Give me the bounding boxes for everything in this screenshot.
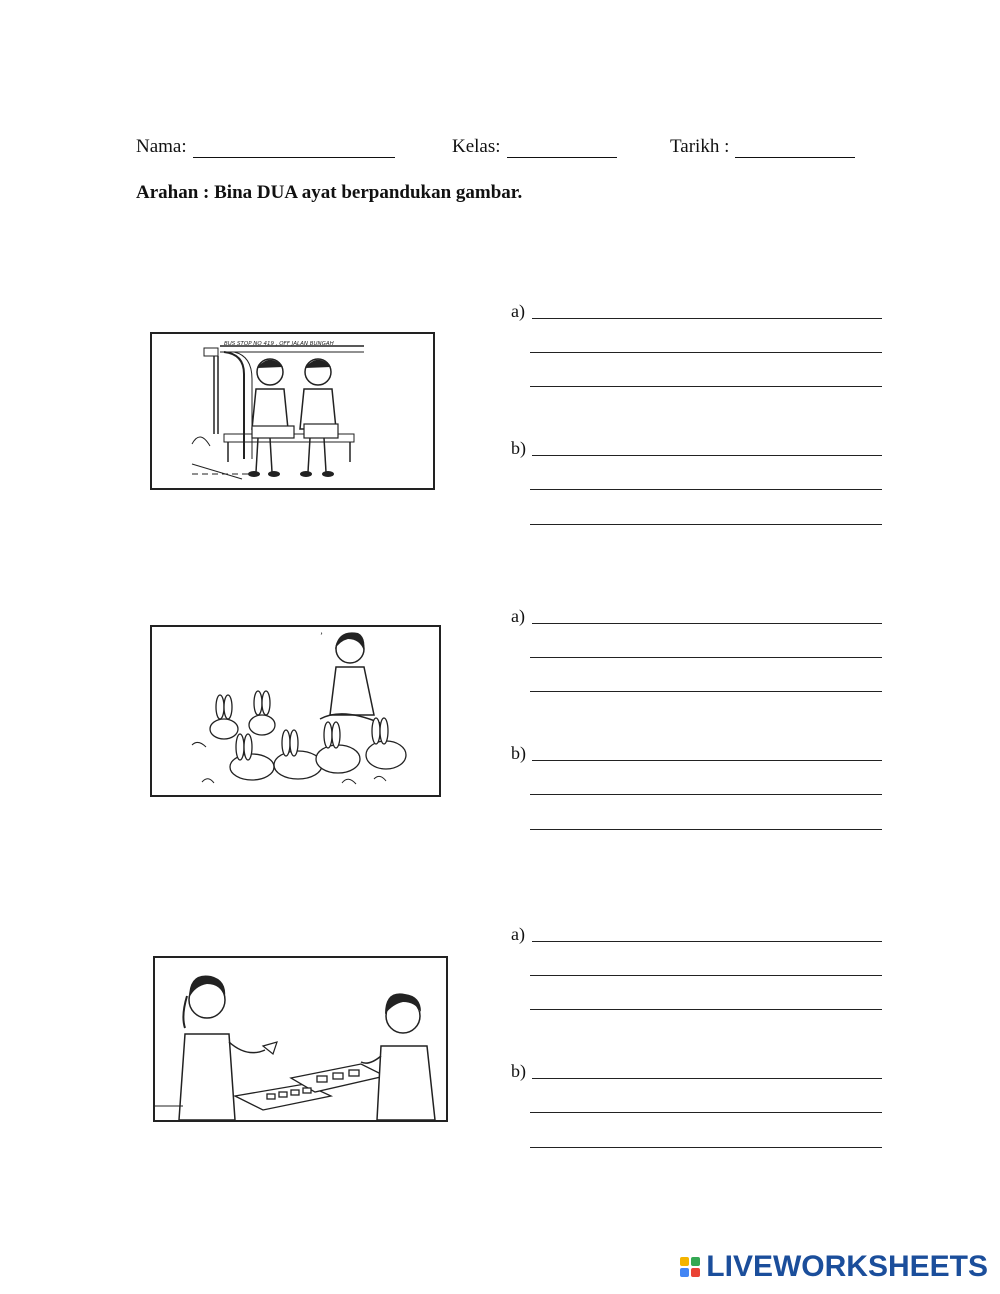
- name-label: Nama:: [136, 136, 187, 157]
- date-field[interactable]: [670, 136, 855, 158]
- q3-a-line-1[interactable]: [532, 941, 882, 942]
- q3-b-line-1[interactable]: [532, 1078, 882, 1079]
- logo-square-1: [680, 1257, 689, 1266]
- q1-a-line-3[interactable]: [530, 386, 882, 387]
- q3-label-a: a): [511, 924, 525, 944]
- q2-label-a: a): [511, 606, 525, 626]
- q1-b-line-2[interactable]: [530, 489, 882, 490]
- q2-b-line-1[interactable]: [532, 760, 882, 761]
- q2-a-line-1[interactable]: [532, 623, 882, 624]
- q1-label-a: a): [511, 301, 525, 321]
- svg-text:’: ’: [320, 631, 323, 641]
- logo-text: LIVEWORKSHEETS: [706, 1250, 988, 1283]
- date-blank[interactable]: [735, 141, 855, 158]
- q1-a-line-2[interactable]: [530, 352, 882, 353]
- q2-b-line-3[interactable]: [530, 829, 882, 830]
- picture-bus-stop: [150, 332, 435, 490]
- q1-b-line-1[interactable]: [532, 455, 882, 456]
- logo-square-3: [680, 1268, 689, 1277]
- q3-b-line-3[interactable]: [530, 1147, 882, 1148]
- q2-a-line-3[interactable]: [530, 691, 882, 692]
- picture-rabbits: [150, 625, 441, 797]
- q3-a-line-3[interactable]: [530, 1009, 882, 1010]
- q3-a-line-2[interactable]: [530, 975, 882, 976]
- q2-b-line-2[interactable]: [530, 794, 882, 795]
- q2-a-line-2[interactable]: [530, 657, 882, 658]
- q2-label-b: b): [511, 743, 526, 763]
- q1-label-b: b): [511, 438, 526, 458]
- q3-label-b: b): [511, 1061, 526, 1081]
- liveworksheets-logo-icon: [680, 1257, 700, 1277]
- picture-cake-seller: [153, 956, 448, 1122]
- bus-stop-illustration: [152, 334, 433, 488]
- liveworksheets-logo[interactable]: [680, 1250, 988, 1284]
- q1-a-line-1[interactable]: [532, 318, 882, 319]
- instructions: Arahan : Bina DUA ayat berpandukan gambar.: [136, 182, 523, 203]
- q3-b-line-2[interactable]: [530, 1112, 882, 1113]
- class-blank[interactable]: [507, 141, 617, 158]
- q1-b-line-3[interactable]: [530, 524, 882, 525]
- name-blank[interactable]: [193, 141, 395, 158]
- logo-square-2: [691, 1257, 700, 1266]
- class-label: Kelas:: [452, 136, 501, 157]
- logo-square-4: [691, 1268, 700, 1277]
- date-label: Tarikh :: [670, 136, 730, 157]
- rabbits-illustration: [152, 627, 439, 795]
- class-field[interactable]: [452, 136, 617, 158]
- bus-stop-sign-text: BUS STOP NO 419 , OFF JALAN BUNGAH: [224, 341, 334, 347]
- cake-seller-illustration: [155, 958, 446, 1120]
- name-field[interactable]: [136, 136, 395, 158]
